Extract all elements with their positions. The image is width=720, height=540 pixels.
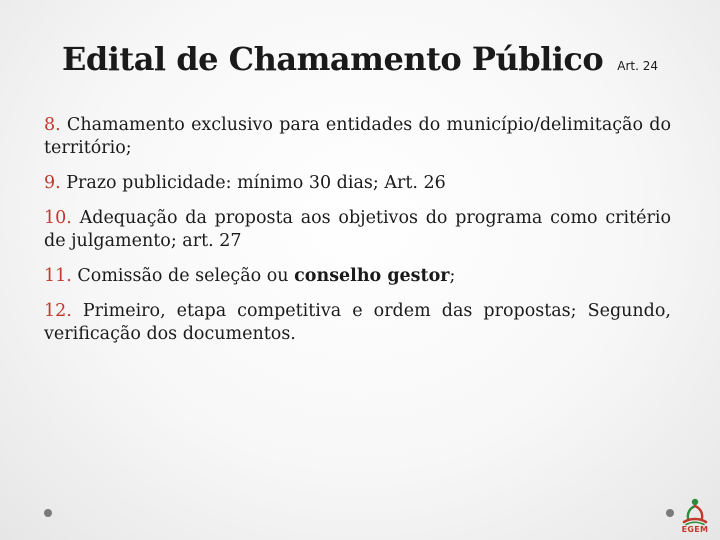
item-number: 12. — [44, 301, 72, 321]
list-item-10 — [44, 207, 671, 253]
list-item-11 — [44, 265, 671, 288]
item-text: ; — [449, 266, 456, 286]
list-item-12 — [44, 300, 671, 346]
item-number: 11. — [44, 266, 72, 286]
item-text: Chamamento exclusivo para entidades do município/delimitação do território; — [44, 115, 671, 158]
decorative-dot-left — [44, 509, 52, 517]
item-text: Adequação da proposta aos objetivos do programa como critério de julgamento; art. 27 — [44, 208, 671, 251]
decorative-dot-right — [666, 509, 674, 517]
logo-text: EGEM — [681, 525, 709, 534]
list-item-9 — [44, 172, 671, 195]
item-text-bold: conselho gestor — [294, 266, 450, 286]
item-text: Comissão de seleção ou — [71, 266, 295, 286]
item-number: 10. — [44, 208, 72, 228]
slide-title: Edital de Chamamento Público — [61, 40, 604, 78]
egem-logo — [676, 496, 714, 536]
slide-title-block — [0, 40, 720, 78]
slide-content — [44, 114, 671, 358]
title-article-note: Art. 24 — [617, 59, 658, 73]
egem-logo-icon — [676, 496, 714, 526]
item-number: 9. — [44, 173, 61, 193]
item-text: Prazo publicidade: mínimo 30 dias; Art. 26 — [60, 173, 446, 193]
item-text: Primeiro, etapa competitiva e ordem das propostas; Segundo, verificação dos documentos. — [44, 301, 671, 344]
item-number: 8. — [44, 115, 61, 135]
list-item-8 — [44, 114, 671, 160]
